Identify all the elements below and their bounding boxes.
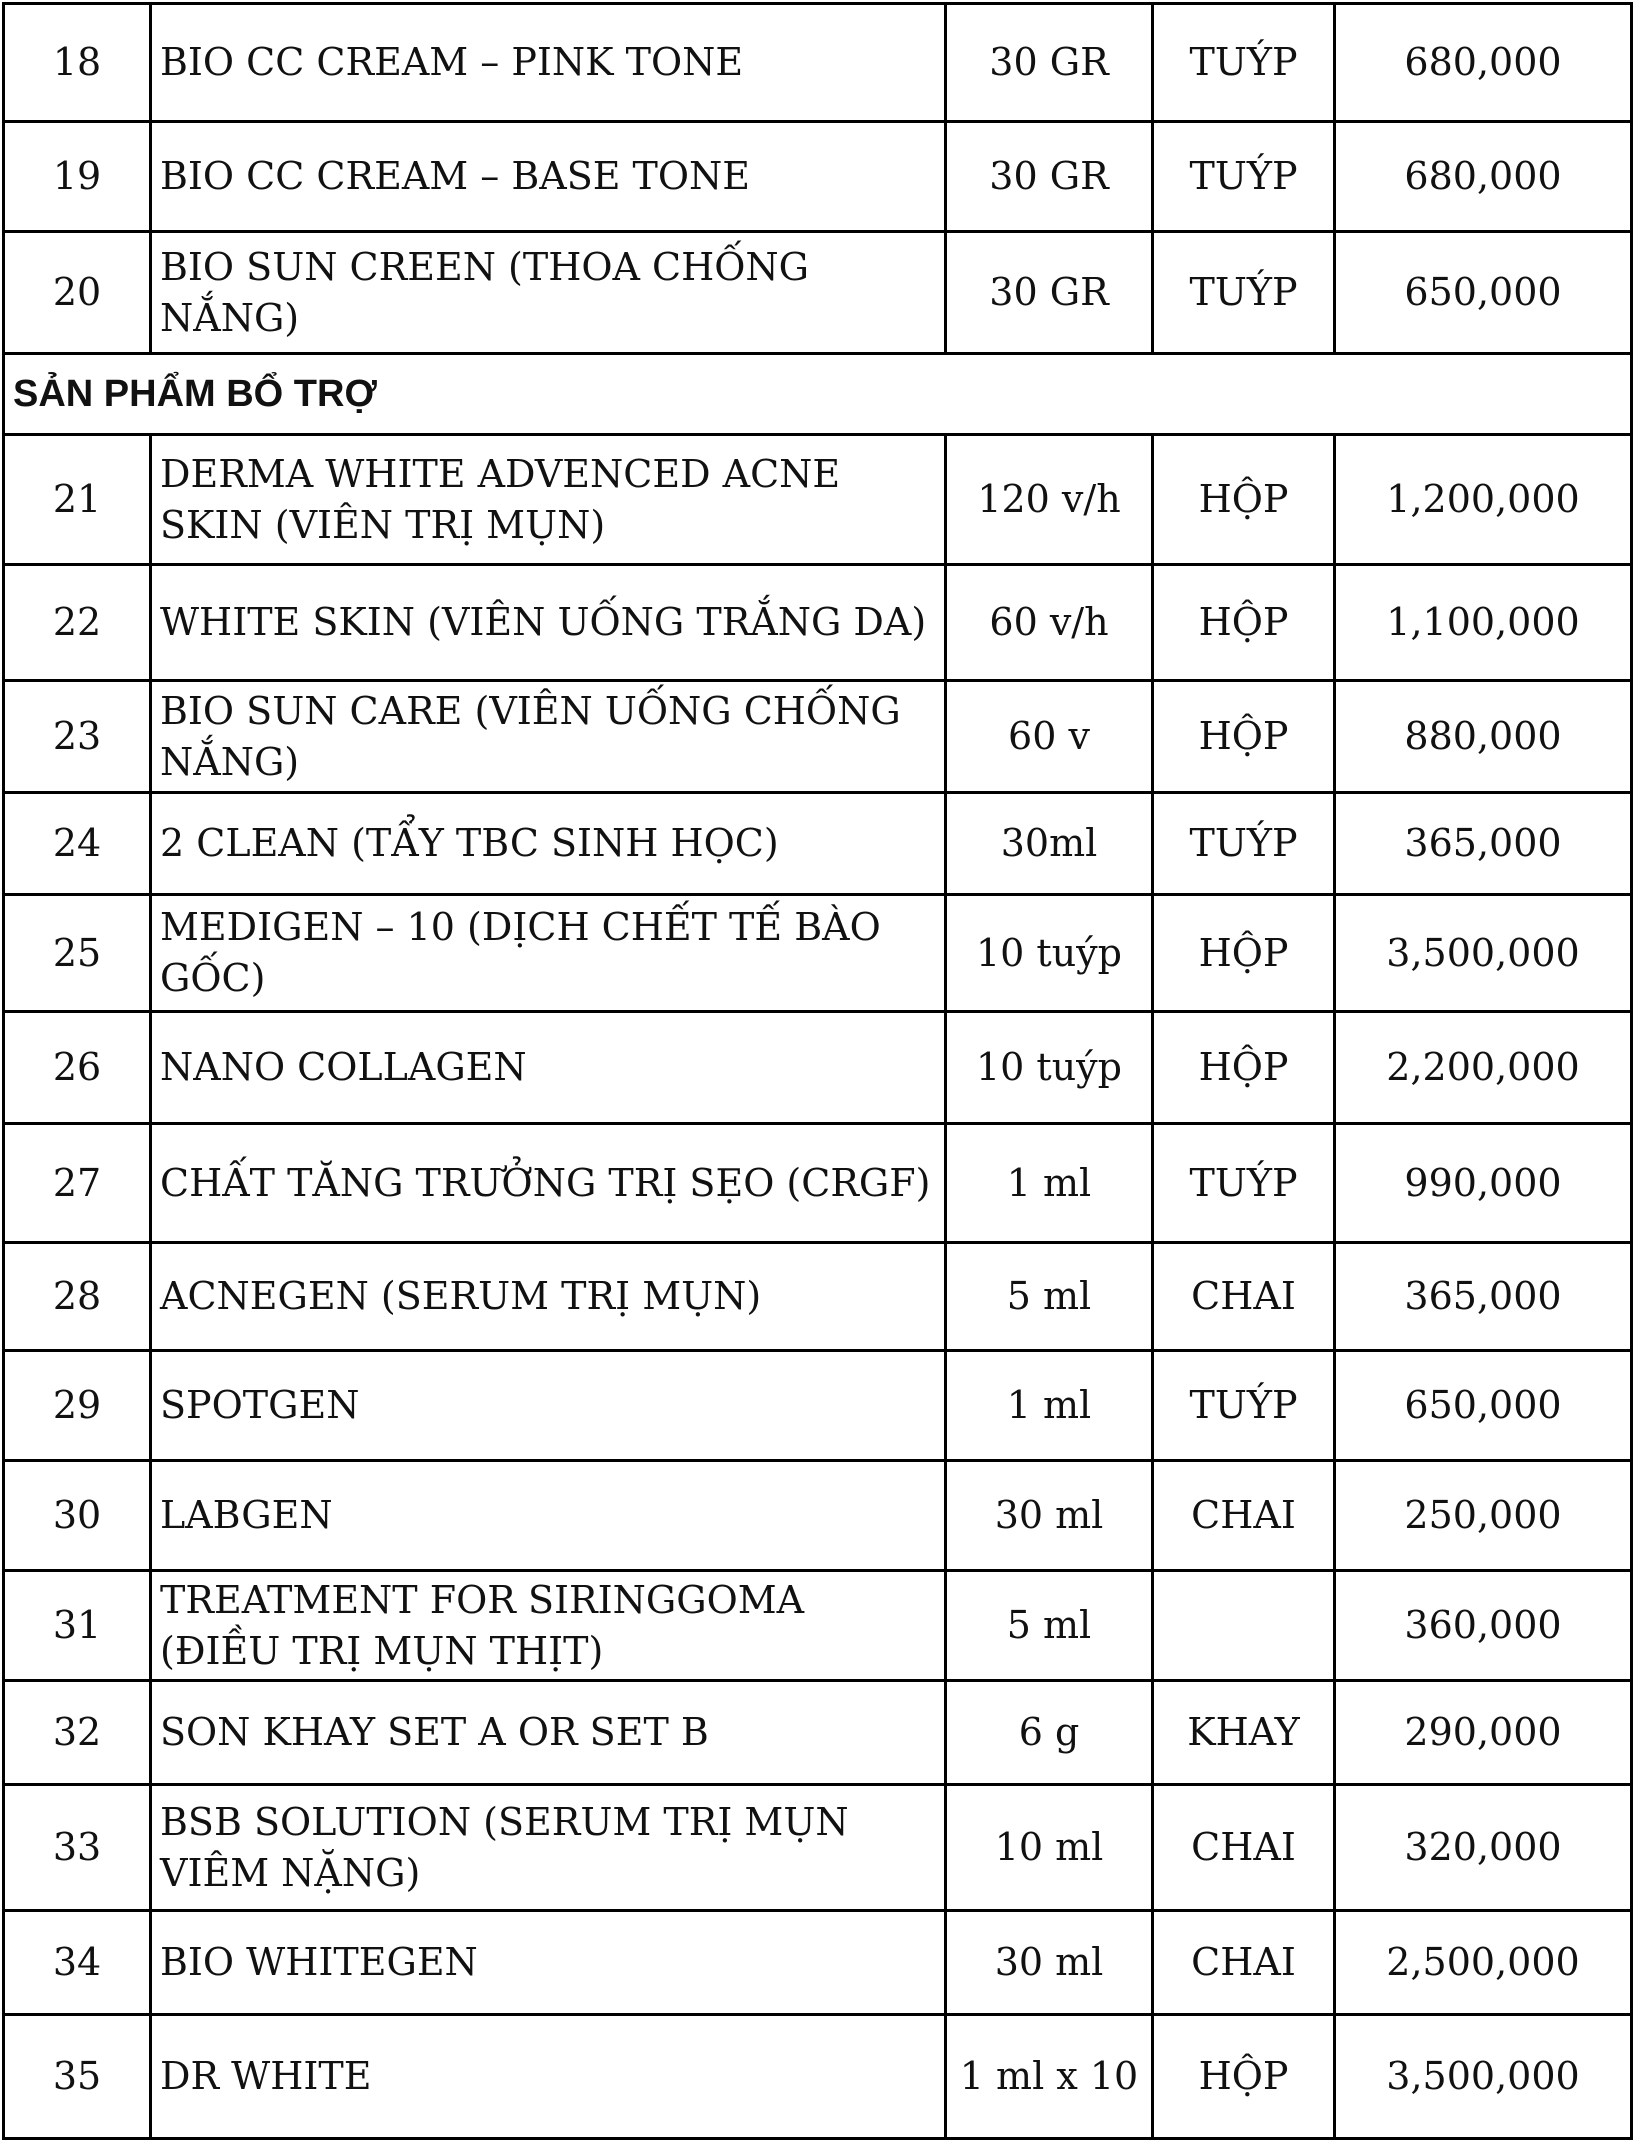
quantity: 5 ml <box>946 1243 1153 1351</box>
item-number: 27 <box>4 1124 151 1243</box>
unit: TUÝP <box>1153 1351 1335 1461</box>
product-name: BIO WHITEGEN <box>151 1911 946 2015</box>
quantity: 30 GR <box>946 4 1153 122</box>
item-number: 22 <box>4 565 151 681</box>
price: 680,000 <box>1335 4 1632 122</box>
table-row <box>4 122 1632 232</box>
table-row <box>4 4 1632 122</box>
section-header-row <box>4 354 1632 435</box>
quantity: 30 GR <box>946 232 1153 354</box>
unit: HỘP <box>1153 681 1335 793</box>
item-number: 30 <box>4 1461 151 1571</box>
price: 360,000 <box>1335 1571 1632 1681</box>
table-row <box>4 1012 1632 1124</box>
item-number: 34 <box>4 1911 151 2015</box>
item-number: 24 <box>4 793 151 895</box>
price: 680,000 <box>1335 122 1632 232</box>
item-number: 25 <box>4 895 151 1012</box>
quantity: 60 v/h <box>946 565 1153 681</box>
price: 1,200,000 <box>1335 435 1632 565</box>
item-number: 20 <box>4 232 151 354</box>
unit: HỘP <box>1153 435 1335 565</box>
item-number: 35 <box>4 2015 151 2139</box>
unit: HỘP <box>1153 565 1335 681</box>
unit: CHAI <box>1153 1785 1335 1911</box>
item-number: 29 <box>4 1351 151 1461</box>
product-name: WHITE SKIN (VIÊN UỐNG TRẮNG DA) <box>151 565 946 681</box>
unit: TUÝP <box>1153 122 1335 232</box>
quantity: 30 ml <box>946 1911 1153 2015</box>
item-number: 33 <box>4 1785 151 1911</box>
table-row <box>4 1243 1632 1351</box>
quantity: 1 ml x 10 <box>946 2015 1153 2139</box>
price: 2,200,000 <box>1335 1012 1632 1124</box>
quantity: 6 g <box>946 1681 1153 1785</box>
item-number: 21 <box>4 435 151 565</box>
product-name: SPOTGEN <box>151 1351 946 1461</box>
unit: TUÝP <box>1153 232 1335 354</box>
unit: TUÝP <box>1153 1124 1335 1243</box>
product-name: LABGEN <box>151 1461 946 1571</box>
price: 2,500,000 <box>1335 1911 1632 2015</box>
product-name: BIO SUN CREEN (THOA CHỐNG NẮNG) <box>151 232 946 354</box>
price: 3,500,000 <box>1335 2015 1632 2139</box>
unit: HỘP <box>1153 1012 1335 1124</box>
table-row <box>4 1571 1632 1681</box>
price: 880,000 <box>1335 681 1632 793</box>
quantity: 10 ml <box>946 1785 1153 1911</box>
price: 3,500,000 <box>1335 895 1632 1012</box>
unit: TUÝP <box>1153 4 1335 122</box>
unit: HỘP <box>1153 895 1335 1012</box>
quantity: 30 ml <box>946 1461 1153 1571</box>
quantity: 30ml <box>946 793 1153 895</box>
unit: CHAI <box>1153 1911 1335 2015</box>
price: 990,000 <box>1335 1124 1632 1243</box>
product-name: DERMA WHITE ADVENCED ACNE SKIN (VIÊN TRỊ MỤN) <box>151 435 946 565</box>
table-row <box>4 895 1632 1012</box>
unit: CHAI <box>1153 1461 1335 1571</box>
quantity: 30 GR <box>946 122 1153 232</box>
product-name: BSB SOLUTION (SERUM TRỊ MỤN VIÊM NẶNG) <box>151 1785 946 1911</box>
product-name: BIO SUN CARE (VIÊN UỐNG CHỐNG NẮNG) <box>151 681 946 793</box>
unit: HỘP <box>1153 2015 1335 2139</box>
section-title: SẢN PHẨM BỔ TRỢ <box>4 354 1632 435</box>
price: 250,000 <box>1335 1461 1632 1571</box>
product-name: DR WHITE <box>151 2015 946 2139</box>
table-row <box>4 1681 1632 1785</box>
quantity: 5 ml <box>946 1571 1153 1681</box>
product-name: TREATMENT FOR SIRINGGOMA (ĐIỀU TRỊ MỤN THỊT) <box>151 1571 946 1681</box>
quantity: 1 ml <box>946 1124 1153 1243</box>
table-row <box>4 793 1632 895</box>
product-name: BIO CC CREAM – BASE TONE <box>151 122 946 232</box>
table-row <box>4 1461 1632 1571</box>
item-number: 32 <box>4 1681 151 1785</box>
product-name: NANO COLLAGEN <box>151 1012 946 1124</box>
table-row <box>4 1785 1632 1911</box>
price-table-body <box>4 4 1632 2139</box>
price: 650,000 <box>1335 1351 1632 1461</box>
price: 365,000 <box>1335 793 1632 895</box>
item-number: 26 <box>4 1012 151 1124</box>
quantity: 60 v <box>946 681 1153 793</box>
table-row <box>4 1911 1632 2015</box>
product-name: 2 CLEAN (TẨY TBC SINH HỌC) <box>151 793 946 895</box>
product-name: MEDIGEN – 10 (DỊCH CHẾT TẾ BÀO GỐC) <box>151 895 946 1012</box>
quantity: 1 ml <box>946 1351 1153 1461</box>
unit: CHAI <box>1153 1243 1335 1351</box>
quantity: 10 tuýp <box>946 895 1153 1012</box>
table-row <box>4 232 1632 354</box>
price: 365,000 <box>1335 1243 1632 1351</box>
item-number: 31 <box>4 1571 151 1681</box>
product-name: ACNEGEN (SERUM TRỊ MỤN) <box>151 1243 946 1351</box>
price: 290,000 <box>1335 1681 1632 1785</box>
price: 650,000 <box>1335 232 1632 354</box>
table-row <box>4 2015 1632 2139</box>
table-row <box>4 435 1632 565</box>
price: 320,000 <box>1335 1785 1632 1911</box>
price: 1,100,000 <box>1335 565 1632 681</box>
item-number: 23 <box>4 681 151 793</box>
price-table <box>2 2 1633 2140</box>
quantity: 120 v/h <box>946 435 1153 565</box>
table-row <box>4 1124 1632 1243</box>
item-number: 28 <box>4 1243 151 1351</box>
unit: KHAY <box>1153 1681 1335 1785</box>
item-number: 18 <box>4 4 151 122</box>
unit: TUÝP <box>1153 793 1335 895</box>
item-number: 19 <box>4 122 151 232</box>
product-name: BIO CC CREAM – PINK TONE <box>151 4 946 122</box>
table-row <box>4 1351 1632 1461</box>
unit <box>1153 1571 1335 1681</box>
product-name: CHẤT TĂNG TRƯỞNG TRỊ SẸO (CRGF) <box>151 1124 946 1243</box>
table-row <box>4 565 1632 681</box>
product-name: SON KHAY SET A OR SET B <box>151 1681 946 1785</box>
quantity: 10 tuýp <box>946 1012 1153 1124</box>
table-row <box>4 681 1632 793</box>
